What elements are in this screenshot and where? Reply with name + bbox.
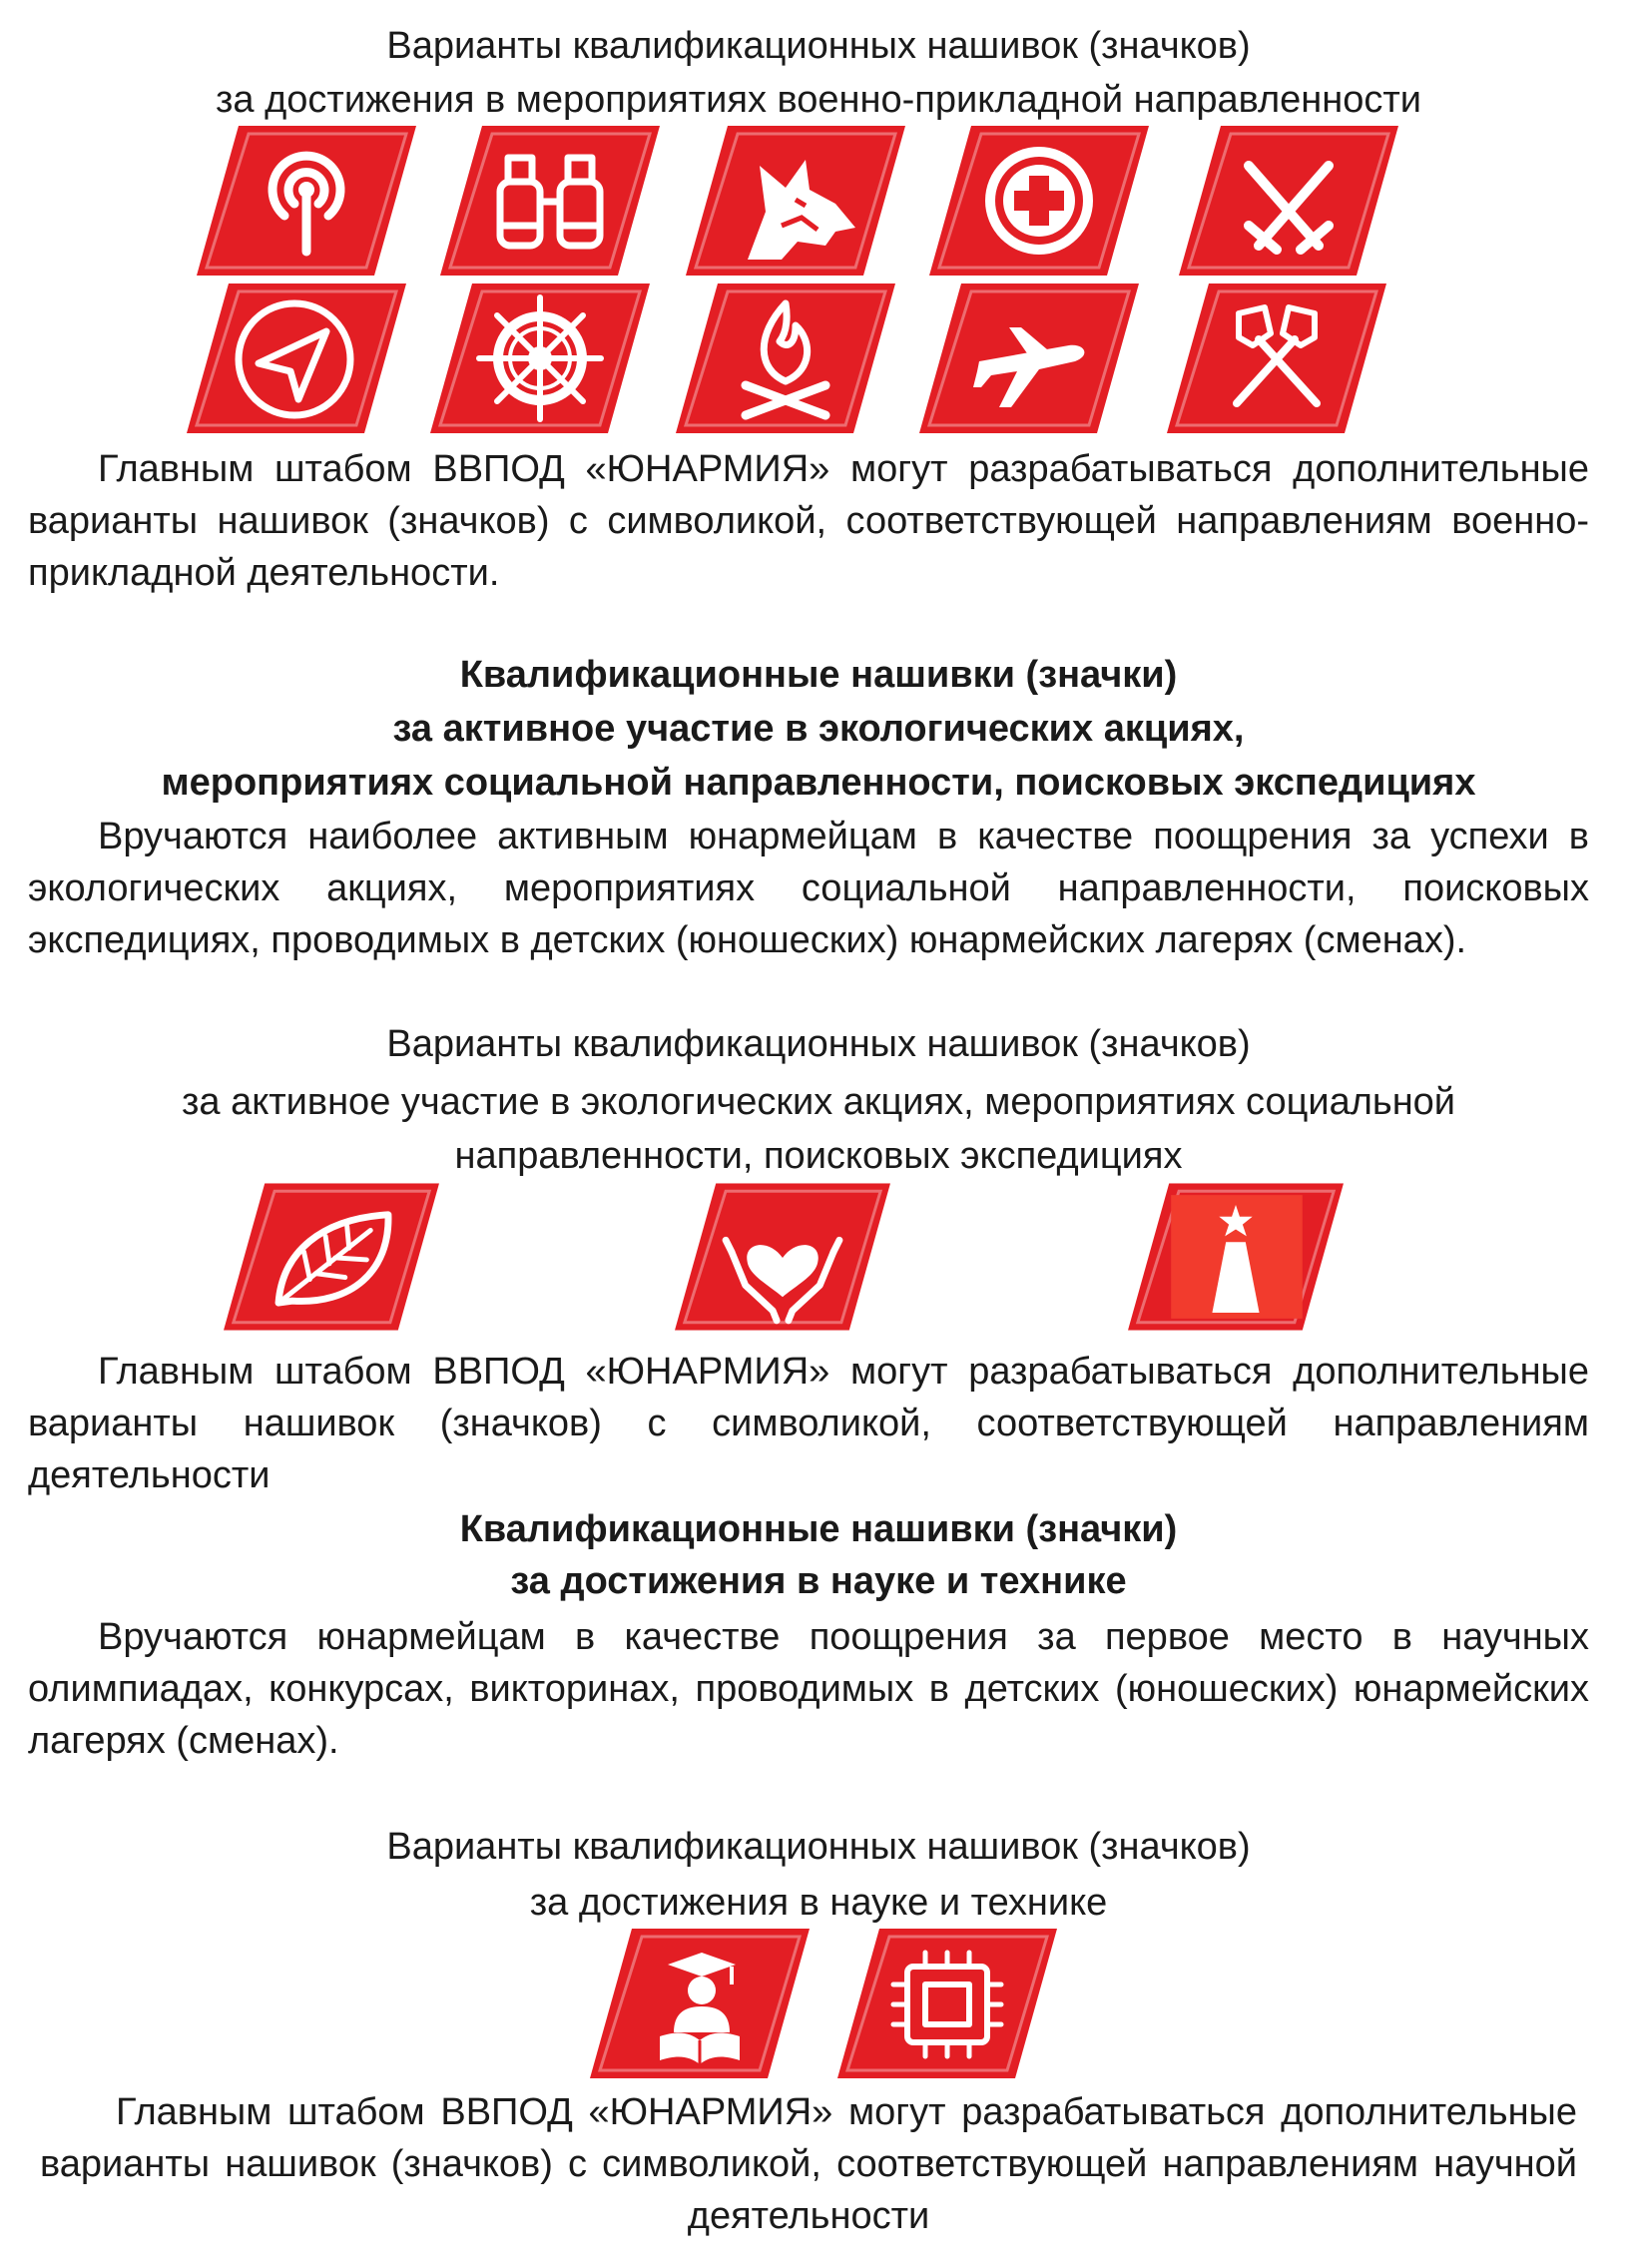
note-eco-line-1: Главным штабом ВВПОД «ЮНАРМИЯ» могут разрабатываться дополнительные xyxy=(98,1351,1589,1393)
binoculars-icon xyxy=(439,126,661,276)
navigation-arrow-icon xyxy=(186,284,407,433)
body-science-line-1: Вручаются юнармейцам в качестве поощрения за первое место в научных xyxy=(98,1616,1589,1658)
heading-eco-line-2: за активное участие в экологических акциях, xyxy=(392,708,1245,750)
caption-science-line-2: за достижения в науке и технике xyxy=(529,1882,1108,1924)
note-science-line-3: деятельности xyxy=(687,2195,930,2237)
note-eco xyxy=(28,1346,1589,1501)
body-eco-line-1: Вручаются наиболее активным юнармейцам в качестве поощрения за успехи в xyxy=(98,816,1589,857)
red-cross-icon xyxy=(928,126,1150,276)
note-military-line-1: Главным штабом ВВПОД «ЮНАРМИЯ» могут разрабатываться дополнительные xyxy=(98,448,1589,490)
campfire-icon xyxy=(675,284,896,433)
heading-science-line-1: Квалификационные нашивки (значки) xyxy=(459,1508,1178,1550)
heading-science-line-2: за достижения в науке и технике xyxy=(510,1560,1127,1602)
body-science xyxy=(28,1611,1589,1767)
body-eco-line-2: экологических акциях, мероприятиях социальной направленности, поисковых xyxy=(28,867,1589,909)
caption-eco-line-3: направленности, поисковых экспедициях xyxy=(454,1135,1183,1177)
body-eco-line-3: экспедициях, проводимых в детских (юношеских) юнармейских лагерях (сменах). xyxy=(28,919,1467,961)
radio-antenna-icon xyxy=(196,126,417,276)
heading-eco-line-1: Квалификационные нашивки (значки) xyxy=(459,654,1178,696)
airplane-icon xyxy=(918,284,1140,433)
caption-eco-line-2: за активное участие в экологических акциях, мероприятиях социальной xyxy=(181,1081,1456,1123)
ship-wheel-icon xyxy=(429,284,651,433)
note-military-line-3: прикладной деятельности. xyxy=(28,552,500,594)
crossed-swords-icon xyxy=(1178,126,1399,276)
heading-eco-line-3: мероприятиях социальной направленности, поисковых экспедициях xyxy=(161,762,1476,804)
graduate-book-icon xyxy=(589,1929,811,2078)
note-science xyxy=(40,2086,1577,2242)
caption-science-line-1: Варианты квалификационных нашивок (значков) xyxy=(386,1826,1251,1868)
body-science-line-3: лагерях (сменах). xyxy=(28,1720,339,1762)
note-science-line-1: Главным штабом ВВПОД «ЮНАРМИЯ» могут разрабатываться дополнительные xyxy=(116,2091,1577,2133)
obelisk-star-icon xyxy=(1128,1182,1344,1332)
leaf-icon xyxy=(224,1182,439,1332)
caption-military-line-2: за достижения в мероприятиях военно-прикладной направленности xyxy=(216,79,1421,121)
note-science-line-2: варианты нашивок (значков) с символикой, соответствующей направлениям научной xyxy=(40,2143,1577,2185)
caption-military-line-1: Варианты квалификационных нашивок (значков) xyxy=(386,25,1251,67)
hands-heart-icon xyxy=(675,1182,890,1332)
crossed-shovels-icon xyxy=(1166,284,1387,433)
fox-head-icon xyxy=(685,126,906,276)
note-military-line-2: варианты нашивок (значков) с символикой, соответствующей направлениям военно- xyxy=(28,500,1589,542)
note-eco-line-3: деятельности xyxy=(28,1454,271,1496)
caption-eco-line-1: Варианты квалификационных нашивок (значков) xyxy=(386,1023,1251,1065)
body-eco xyxy=(28,811,1589,966)
note-eco-line-2: варианты нашивок (значков) с символикой, соответствующей направлениям xyxy=(28,1403,1589,1444)
microchip-icon xyxy=(836,1929,1058,2078)
body-science-line-2: олимпиадах, конкурсах, викторинах, проводимых в детских (юношеских) юнармейских xyxy=(28,1668,1589,1710)
note-military xyxy=(28,443,1589,599)
